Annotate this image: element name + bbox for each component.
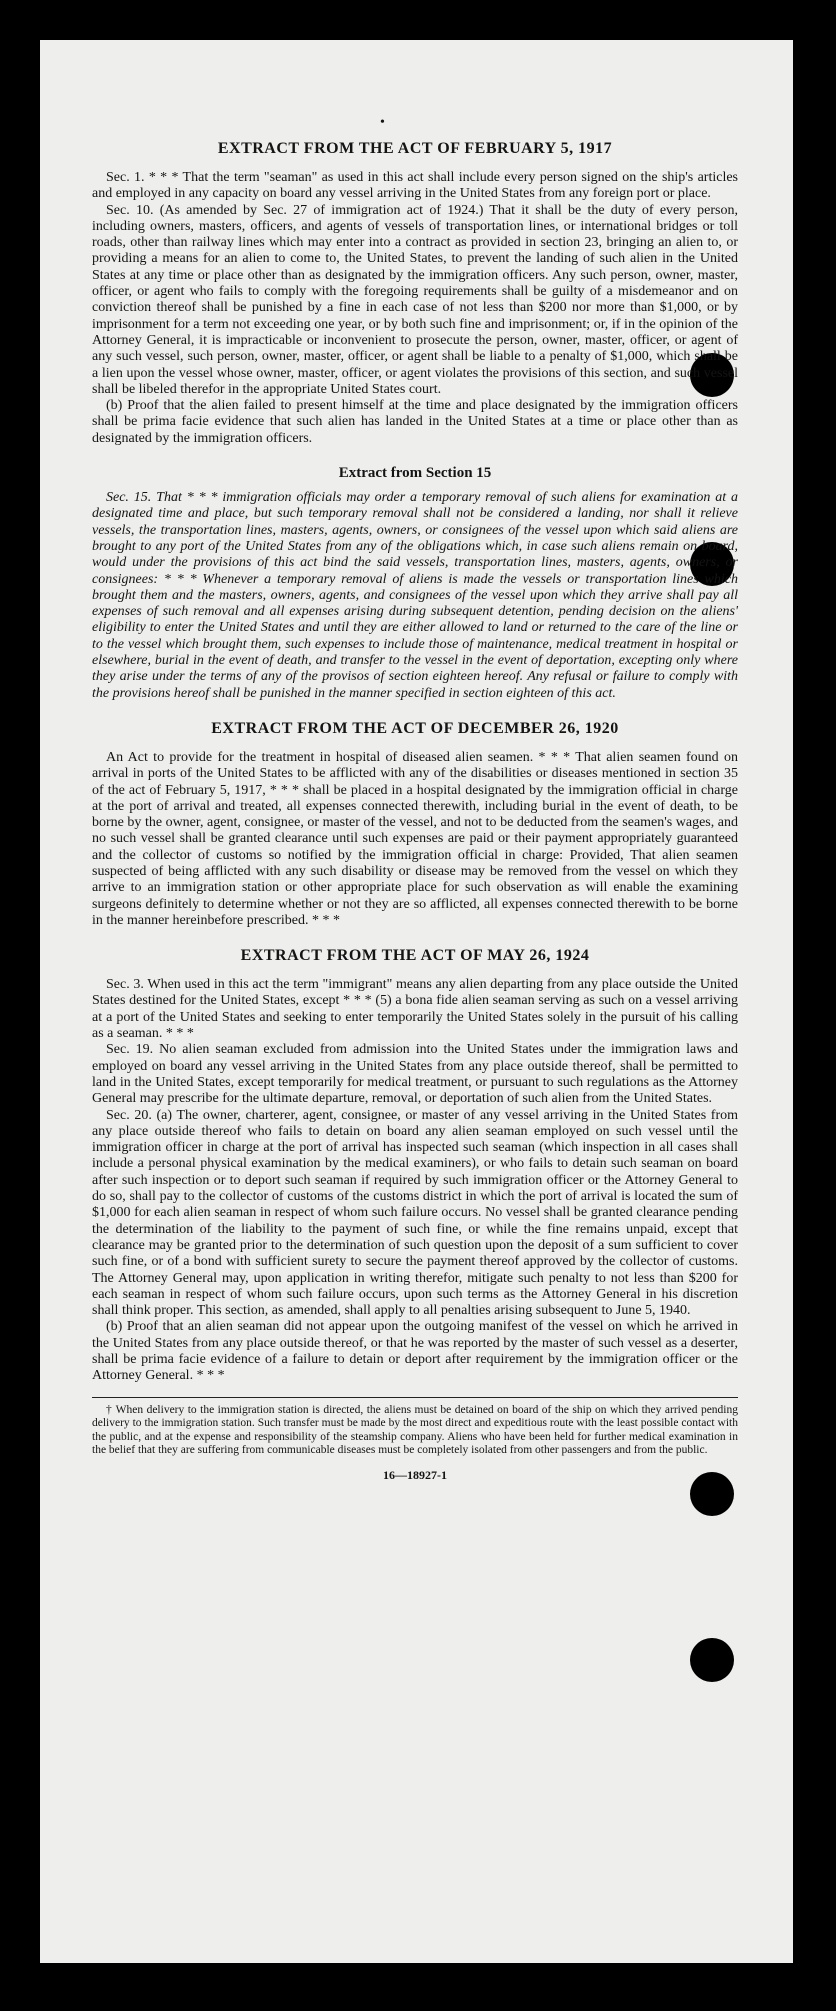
document-page (40, 40, 793, 1963)
binder-hole-4 (690, 1638, 734, 1682)
page-mark: • (380, 115, 385, 130)
heading-act-feb-1917: EXTRACT FROM THE ACT OF FEBRUARY 5, 1917 (217, 140, 613, 157)
paragraph-sec-10-b: (b) Proof that the alien failed to present himself at the time and place designated by the immigration officers shall be prima facie evidence that such alien has landed in the United States at a time or place other than as designated by the immigration officers. (92, 398, 738, 446)
paragraph-sec-1: Sec. 1. * * * That the term "seaman" as used in this act shall include every person signed on the ship's articles and employed in any capacity on board any vessel arriving in the United States from any foreign port or place. (92, 170, 738, 202)
section-15-extract (92, 490, 738, 702)
section-act-feb-1917 (92, 170, 738, 447)
paragraph-sec-3: Sec. 3. When used in this act the term "immigrant" means any alien departing from any place outside the United States destined for the United States, except * * * (5) a bona fide alien seaman serving as such on a vessel arriving at a port of the United States and seeking to enter temporarily the United States solely in the pursuit of his calling as a seaman. * * * (92, 977, 738, 1042)
paragraph-sec-15: Sec. 15. That * * * immigration officials may order a temporary removal of such aliens for examination at a designated time and place, but such temporary removal shall not be considered a landing, nor shall it relieve vessels, the transportation lines, masters, agents, owners, or consignees of the vessel upon which said aliens are brought to any port of the United States from any of the obligations which, in case such aliens remain on board, would under the provisions of this act bind the said vessels, transportation lines, masters, agents, owners, or consignees: * * * Whenever a temporary removal of aliens is made the vessels or transportation lines which brought them and the masters, owners, agents, and consignees of the vessel upon which they arrive shall pay all expenses of such removal and all expenses arising during subsequent detention, pending decision on the aliens' eligibility to enter the United States and until they are either allowed to land or returned to the care of the line or to the vessel which brought them, such expenses to include those of maintenance, medical treatment in hospital or elsewhere, burial in the event of death, and transfer to the vessel in the event of deportation, excepting only where they arise under the terms of any of the provisos of section eighteen hereof. Any refusal or failure to comply with the provisions hereof shall be punished in the manner specified in section eighteen of this act. (92, 490, 738, 701)
heading-act-dec-1920: EXTRACT FROM THE ACT OF DECEMBER 26, 1920 (211, 719, 619, 737)
paragraph-sec-20-b: (b) Proof that an alien seaman did not appear upon the outgoing manifest of the vessel on which he arrived in the United States from any place outside thereof, or that he was reported by the master of such vessel as a deserter, shall be prima facie evidence of a failure to detain or deport after requirement by the immigration officer or the Attorney General. * * * (92, 1319, 738, 1384)
paragraph-sec-20-a: Sec. 20. (a) The owner, charterer, agent, consignee, or master of any vessel arriving in the United States from any place outside thereof who fails to detain on board any alien seaman employed on such vessel until the immigration officer in charge at the port of arrival has inspected such seaman (which inspection in all cases shall include a personal physical examination by the medical examiners), or who fails to detain such seaman on board after such inspection or to deport such seaman if required by such immigration officer or the Attorney General to do so, shall pay to the collector of customs of the customs district in which the port of arrival is located the sum of $1,000 for each alien seaman in respect of whom such failure occurs. No vessel shall be granted clearance pending the determination of the liability to the payment of such fine, or while the fine remains unpaid, except that clearance may be granted prior to the determination of such question upon the deposit of a sum sufficient to cover such fine, or of a bond with sufficient surety to secure the payment thereof approved by the collector of customs. The Attorney General may, upon application in writing therefor, mitigate such penalty to not less than $200 for each seaman in respect of whom such failure occurs, upon such terms as the Attorney General in his discretion shall think proper. This section, as amended, shall apply to all penalties arising subsequent to June 5, 1940. (92, 1107, 738, 1319)
footnote: † When delivery to the immigration station is directed, the aliens must be detained on board of the ship on which they arrived pending delivery to the immigration station. Such transfer must be made by the most direct and expeditious route with the least possible contact with the public, and at the expense and responsibility of the steamship company. Aliens who have been held for further medical examination in the belief that they are suffering from communicable diseases must be completely isolated from other passengers and from the public. (92, 1403, 738, 1457)
section-act-dec-1920 (92, 750, 738, 929)
form-number: 16—18927-1 (383, 1467, 447, 1482)
paragraph-act-1920: An Act to provide for the treatment in hospital of diseased alien seamen. * * * That alien seamen found on arrival in ports of the United States to be afflicted with any of the disabilities or diseases mentioned in section 35 of the act of February 5, 1917, * * * shall be placed in a hospital designated by the immigration official in charge at the port of arrival and treated, all expenses connected therewith, including burial in the event of death, to be borne by the owner, agent, consignee, or master of the vessel, and not to be deducted from the seamen's wages, and no such vessel shall be granted clearance until such expenses are paid or their payment appropriately guaranteed and the collector of customs so notified by the immigration official in charge: Provided, That alien seamen suspected of being afflicted with any such disability or disease may be removed from the vessel on which they arrive to an immigration station or other appropriate place for such observation as will enable the examining surgeons definitely to determine whether or not they are so afflicted, all expenses connected therewith to be borne in the manner hereinbefore prescribed. * * * (92, 749, 738, 928)
section-act-may-1924 (92, 977, 738, 1384)
footnote-divider (92, 1397, 738, 1398)
paragraph-sec-10: Sec. 10. (As amended by Sec. 27 of immigration act of 1924.) That it shall be the duty of every person, including owners, masters, officers, and agents of vessels of transportation lines, or international bridges or toll roads, other than railway lines which may enter into a contract as provided in section 23, bringing an alien to, or providing a means for an alien to come to, the United States, to prevent the landing of such alien in the United States at any time or place other than as designated by the immigration officers. Any such person, owner, master, officer, or agent who fails to comply with the foregoing requirements shall be guilty of a misdemeanor and on conviction thereof shall be punished by a fine in each case of not less than $200 nor more than $1,000, or by imprisonment for a term not exceeding one year, or by both such fine and imprisonment; or, if in the opinion of the Attorney General, it is impracticable or inconvenient to prosecute the person, owner, master, officer, or agent of any such vessel, such person, owner, master, officer, or agent shall be liable to a penalty of $1,000, which shall be a lien upon the vessel whose owner, master, officer, or agent violates the provisions of this section, and such vessel shall be libeled therefor in the appropriate United States court. (92, 202, 738, 397)
paragraph-sec-19: Sec. 19. No alien seaman excluded from admission into the United States under the immigration laws and employed on board any vessel arriving in the United States from any place outside thereof, shall be permitted to land in the United States, except temporarily for medical treatment, or pursuant to such regulations as the Attorney General may prescribe for the ultimate departure, removal, or deportation of such alien from the United States. (92, 1042, 738, 1107)
heading-act-may-1924: EXTRACT FROM THE ACT OF MAY 26, 1924 (240, 947, 590, 965)
heading-section-15: Extract from Section 15 (338, 465, 492, 482)
document-content (92, 140, 738, 1483)
